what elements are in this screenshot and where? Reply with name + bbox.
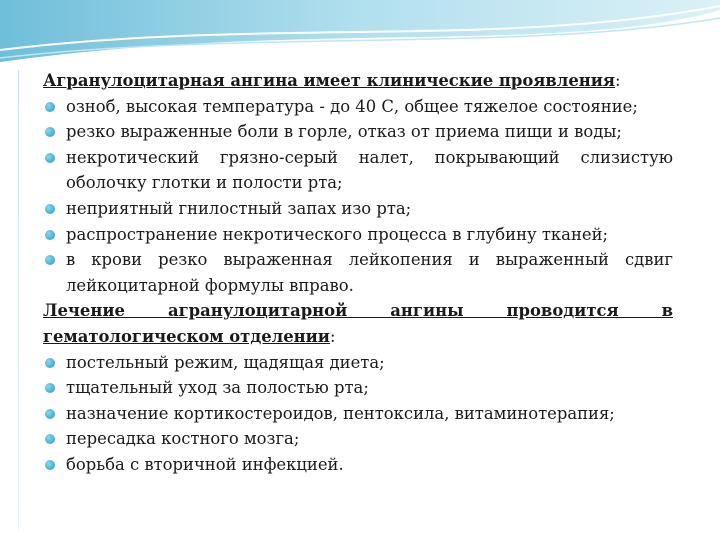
list-item: распространение некротического процесса в глубину тканей; xyxy=(43,222,673,248)
slide-content xyxy=(43,68,673,478)
list-item: пересадка костного мозга; xyxy=(43,426,673,452)
heading-colon: : xyxy=(329,326,336,346)
section2-heading xyxy=(43,324,673,350)
left-accent-line xyxy=(18,70,19,530)
treatment-heading-line2: гематологическом отделении xyxy=(43,326,330,346)
symptoms-heading: Агранулоцитарная ангина имеет клинические проявления xyxy=(43,71,616,90)
section1-heading xyxy=(43,68,673,94)
treatment-heading-line1: Лечение агранулоцитарной ангины проводится в xyxy=(43,301,673,321)
list-item: тщательный уход за полостью рта; xyxy=(43,375,673,401)
heading-colon: : xyxy=(615,71,621,90)
symptoms-list xyxy=(43,94,673,299)
list-item: в крови резко выраженная лейкопения и выраженный сдвиг лейкоцитарной формулы вправо. xyxy=(43,247,673,298)
list-item: назначение кортикостероидов, пентоксила, витаминотерапия; xyxy=(43,401,673,427)
list-item: некротический грязно-серый налет, покрывающий слизистую оболочку глотки и полости рта; xyxy=(43,145,673,196)
list-item: борьба с вторичной инфекцией. xyxy=(43,452,673,478)
list-item: неприятный гнилостный запах изо рта; xyxy=(43,196,673,222)
list-item: постельный режим, щадящая диета; xyxy=(43,350,673,376)
top-wave-decoration xyxy=(0,0,720,70)
list-item: озноб, высокая температура - до 40 С, общее тяжелое состояние; xyxy=(43,94,673,120)
treatment-list xyxy=(43,350,673,478)
list-item: резко выраженные боли в горле, отказ от приема пищи и воды; xyxy=(43,119,673,145)
